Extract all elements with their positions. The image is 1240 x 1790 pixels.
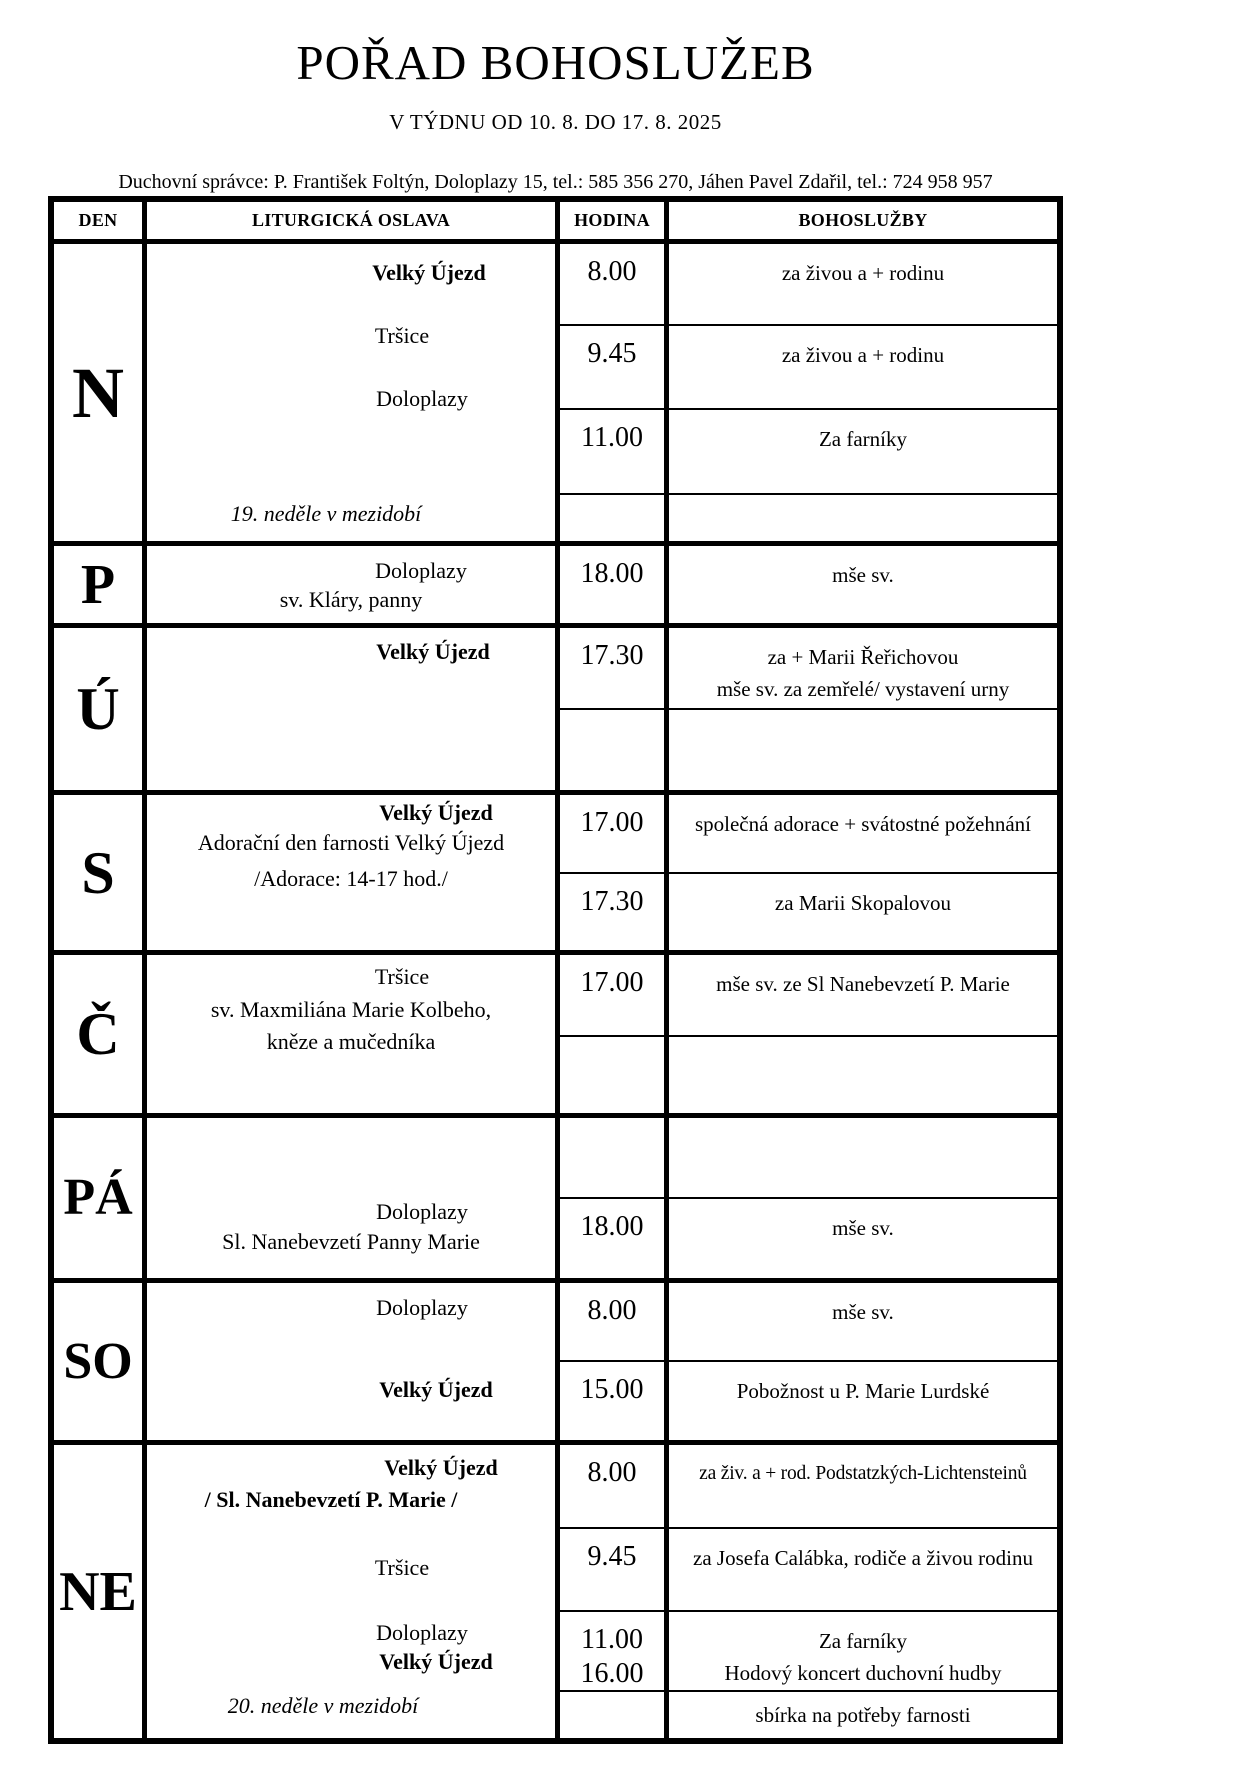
hour-value: 11.00 — [581, 422, 643, 453]
hour-cell — [560, 495, 669, 541]
celebration-line: Doloplazy — [376, 1620, 468, 1645]
celebration-line: 20. neděle v mezidobí — [227, 1693, 419, 1718]
table-body — [54, 244, 1057, 1738]
services-cell — [669, 244, 1057, 324]
hour-value: 17.00 — [580, 967, 644, 998]
subrows — [560, 795, 1057, 950]
celebration-line: Sl. Nanebevzetí Panny Marie — [222, 1229, 480, 1254]
contact-line: Duchovní správce: P. František Foltýn, Doloplazy 15, tel.: 585 356 270, Jáhen Pavel Zdařil, tel.: 724 958 957 — [118, 171, 993, 193]
hour-cell — [560, 410, 669, 493]
col-header-liturgicka-oslava: LITURGICKÁ OSLAVA — [147, 202, 560, 239]
day-cell — [54, 1283, 147, 1440]
hour-value: 11.00 — [581, 1624, 643, 1655]
col-header-bohosluzby: BOHOSLUŽBY — [798, 210, 928, 230]
col-header-hodina: HODINA — [560, 202, 669, 239]
day-section-N — [54, 244, 1057, 541]
services-cell — [669, 1037, 1057, 1113]
table-row — [560, 628, 1057, 708]
day-section-S — [54, 790, 1057, 950]
document-page — [48, 36, 1063, 1744]
day-section-PÁ — [54, 1113, 1057, 1278]
hour-cell — [560, 1199, 669, 1278]
celebration-line: Tršice — [374, 964, 430, 989]
hour-cell — [560, 1362, 669, 1440]
hour-value: 8.00 — [587, 256, 637, 287]
service-line: mše sv. — [832, 1216, 894, 1240]
services-cell — [669, 326, 1057, 408]
services-cell — [669, 410, 1057, 493]
day-label: Ú — [76, 676, 120, 742]
celebration-cell — [147, 244, 560, 541]
table-row — [560, 1118, 1057, 1197]
day-section-NE — [54, 1440, 1057, 1738]
table-row — [560, 872, 1057, 950]
celebration-line: sv. Kláry, panny — [279, 587, 423, 612]
celebration-line: Doloplazy — [376, 1295, 468, 1320]
celebration-cell — [147, 1283, 560, 1440]
service-line: Za farníky — [818, 1629, 908, 1653]
table-row — [560, 244, 1057, 324]
service-line: za Marii Skopalovou — [774, 891, 952, 915]
subrows — [560, 955, 1057, 1113]
day-section-SO — [54, 1278, 1057, 1440]
celebration-line: kněze a mučedníka — [266, 1029, 436, 1054]
table-row — [560, 1035, 1057, 1113]
day-cell — [54, 628, 147, 790]
day-cell — [54, 546, 147, 623]
hour-cell — [560, 795, 669, 872]
celebration-line: Velký Újezd — [384, 1455, 498, 1480]
celebration-cell — [147, 795, 560, 950]
page-subtitle: V TÝDNU OD 10. 8. DO 17. 8. 2025 — [389, 110, 722, 134]
day-label: S — [81, 839, 115, 906]
table-row — [560, 1283, 1057, 1360]
hour-cell — [560, 1118, 669, 1197]
hour-cell — [560, 1037, 669, 1113]
service-line: za Josefa Calábka, rodiče a živou rodinu — [693, 1546, 1033, 1570]
subrows — [560, 546, 1057, 623]
celebration-line: /Adorace: 14-17 hod./ — [254, 866, 448, 891]
hour-cell — [560, 326, 669, 408]
service-line: za živou a + rodinu — [781, 343, 945, 367]
celebration-line: Doloplazy — [375, 558, 467, 583]
service-line: mše sv. ze Sl Nanebevzetí P. Marie — [716, 972, 1010, 996]
services-cell — [669, 1283, 1057, 1360]
services-cell — [669, 1118, 1057, 1197]
day-label: SO — [63, 1332, 133, 1390]
services-cell — [669, 710, 1057, 790]
celebration-line: / Sl. Nanebevzetí P. Marie / — [204, 1487, 458, 1512]
hour-cell — [560, 1692, 669, 1738]
hour-value: 17.00 — [580, 807, 644, 838]
subrows — [560, 244, 1057, 541]
day-cell — [54, 244, 147, 541]
day-cell — [54, 955, 147, 1113]
celebration-line: Velký Újezd — [379, 1649, 493, 1674]
hour-value: 18.00 — [580, 558, 644, 589]
table-row — [560, 795, 1057, 872]
hour-cell — [560, 244, 669, 324]
celebration-cell — [147, 1118, 560, 1278]
celebration-cell — [147, 1445, 560, 1738]
day-cell — [54, 1445, 147, 1738]
celebration-line: Tršice — [374, 1555, 430, 1580]
services-cell — [669, 1529, 1057, 1610]
table-row — [560, 1445, 1057, 1527]
day-label: N — [72, 352, 124, 433]
services-cell — [669, 1199, 1057, 1278]
table-row — [560, 1360, 1057, 1440]
celebration-line: Doloplazy — [376, 1199, 468, 1224]
hour-value: 15.00 — [580, 1374, 644, 1405]
table-row — [560, 708, 1057, 790]
table-row — [560, 1527, 1057, 1610]
celebration-line: Velký Újezd — [372, 260, 486, 285]
services-cell — [669, 795, 1057, 872]
hour-value: 8.00 — [587, 1457, 637, 1488]
subrows — [560, 1445, 1057, 1738]
hour-value: 9.45 — [587, 1541, 637, 1572]
service-line: mše sv. — [832, 563, 894, 587]
day-label: Č — [76, 1001, 120, 1067]
service-line: Hodový koncert duchovní hudby — [724, 1661, 1002, 1685]
hour-cell — [560, 546, 669, 623]
hour-cell — [560, 1445, 669, 1527]
subrows — [560, 1283, 1057, 1440]
hour-cell — [560, 628, 669, 708]
services-cell — [669, 1362, 1057, 1440]
hour-value: 18.00 — [580, 1211, 644, 1242]
day-section-Ú — [54, 623, 1057, 790]
celebration-line: Tršice — [374, 323, 430, 348]
celebration-line: Adorační den farnosti Velký Újezd — [197, 830, 505, 855]
table-row — [560, 1610, 1057, 1690]
hour-value: 8.00 — [587, 1295, 637, 1326]
celebration-cell — [147, 546, 560, 623]
hour-cell — [560, 710, 669, 790]
day-label: P — [80, 553, 116, 616]
table-row — [560, 546, 1057, 623]
day-section-P — [54, 541, 1057, 623]
service-line: Za farníky — [818, 427, 908, 451]
celebration-line: Velký Újezd — [376, 639, 490, 664]
celebration-cell — [147, 628, 560, 790]
table-row — [560, 1197, 1057, 1278]
celebration-line: Velký Újezd — [379, 800, 493, 825]
hour-value: 17.30 — [580, 640, 644, 671]
hour-cell — [560, 955, 669, 1035]
table-row — [560, 1690, 1057, 1738]
service-line: mše sv. — [832, 1300, 894, 1324]
table-row — [560, 493, 1057, 541]
celebration-line: sv. Maxmiliána Marie Kolbeho, — [210, 997, 492, 1022]
hour-cell — [560, 1283, 669, 1360]
hour-value: 9.45 — [587, 338, 637, 369]
day-cell — [54, 795, 147, 950]
service-line: mše sv. za zemřelé/ vystavení urny — [716, 677, 1010, 701]
service-line: za + Marii Řeřichovou — [767, 645, 959, 669]
celebration-line: 19. neděle v mezidobí — [230, 501, 422, 526]
subrows — [560, 628, 1057, 790]
day-label: PÁ — [63, 1169, 133, 1226]
subrows — [560, 1118, 1057, 1278]
table-row — [560, 955, 1057, 1035]
services-cell — [669, 874, 1057, 950]
table-header-row — [54, 202, 1057, 244]
page-title: POŘAD BOHOSLUŽEB — [296, 35, 815, 90]
services-cell — [669, 495, 1057, 541]
services-cell — [669, 546, 1057, 623]
hour-cell — [560, 1612, 669, 1690]
table-row — [560, 324, 1057, 408]
service-line: společná adorace + svátostné požehnání — [694, 812, 1032, 836]
hour-cell — [560, 1529, 669, 1610]
hour-value: 17.30 — [580, 886, 644, 917]
schedule-table — [48, 196, 1063, 1744]
celebration-cell — [147, 955, 560, 1113]
hour-value: 16.00 — [580, 1658, 644, 1689]
table-row — [560, 408, 1057, 493]
service-line: za živ. a + rod. Podstatzkých-Lichtensteinů — [699, 1463, 1027, 1484]
celebration-line: Velký Újezd — [379, 1377, 493, 1402]
day-cell — [54, 1118, 147, 1278]
service-line: sbírka na potřeby farnosti — [755, 1703, 971, 1727]
day-section-Č — [54, 950, 1057, 1113]
services-cell — [669, 1692, 1057, 1738]
col-header-den: DEN — [54, 202, 147, 239]
celebration-line: Doloplazy — [376, 386, 468, 411]
service-line: Pobožnost u P. Marie Lurdské — [736, 1379, 990, 1403]
day-label: NE — [59, 1560, 137, 1623]
services-cell — [669, 1612, 1057, 1690]
hour-cell — [560, 874, 669, 950]
service-line: za živou a + rodinu — [781, 261, 945, 285]
services-cell — [669, 955, 1057, 1035]
services-cell — [669, 1445, 1057, 1527]
services-cell — [669, 628, 1057, 708]
